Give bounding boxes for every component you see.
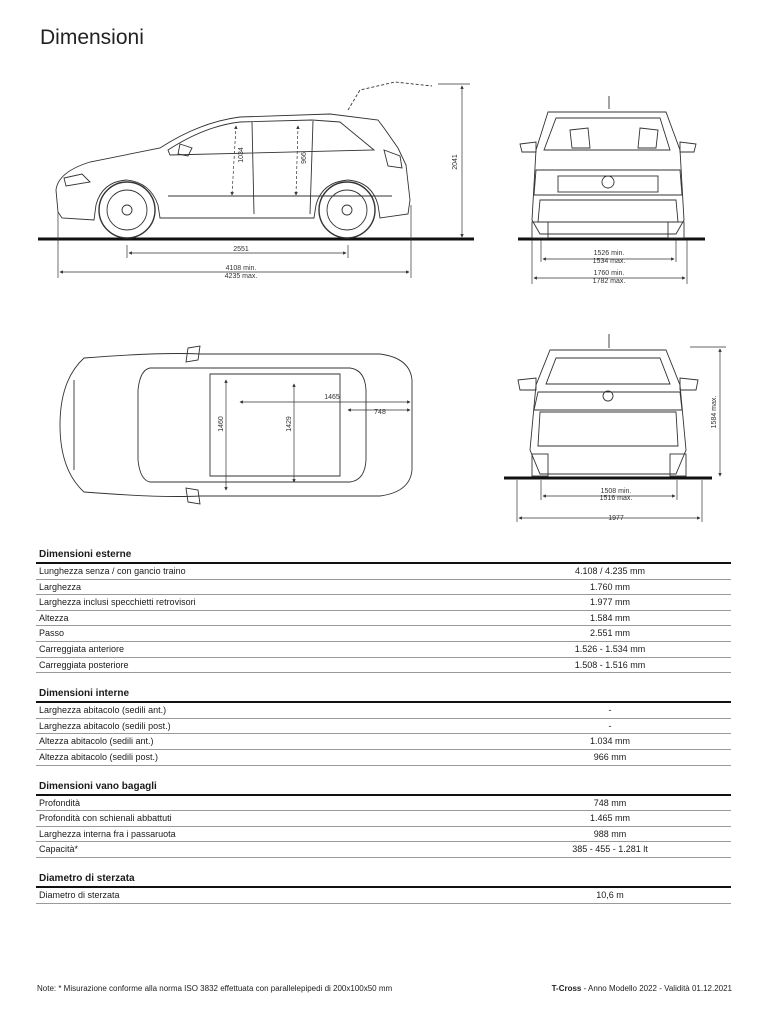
row-value: -: [608, 720, 612, 731]
dim-wheelbase: 2551: [233, 246, 249, 253]
row-value: 1.584 mm: [589, 612, 631, 623]
table-row: [36, 842, 731, 858]
dim-interior-width-front: 1460: [218, 416, 225, 432]
footer-model-name: T-Cross: [551, 984, 582, 993]
dim-front-track-max: 1534 max.: [592, 258, 626, 265]
front-view-drawing: [518, 96, 705, 239]
section-diametro-sterzata: [36, 870, 731, 904]
section-title: Diametro di sterzata: [36, 870, 731, 888]
row-value: 1.465 mm: [589, 813, 631, 824]
side-view-drawing: [38, 82, 474, 239]
row-label: Capacità*: [39, 844, 79, 855]
footer-note: Note: * Misurazione conforme alla norma ISO 3832 effettuata con parallelepipedi di 200x100x50 mm: [37, 984, 393, 993]
section-title: Dimensioni vano bagagli: [36, 778, 731, 796]
dim-height-rear: 1584 max.: [711, 395, 718, 429]
table-row: [36, 827, 731, 843]
row-label: Larghezza interna fra i passaruota: [39, 828, 176, 839]
row-label: Larghezza abitacolo (sedili ant.): [39, 705, 167, 716]
table-row: [36, 734, 731, 750]
row-label: Altezza abitacolo (sedili ant.): [39, 736, 154, 747]
dim-mirror-width: 1977: [608, 515, 624, 522]
dim-length-max: 4235 max.: [224, 273, 258, 280]
top-view-drawing: [60, 346, 412, 504]
dim-int-height-front: 1034: [238, 147, 245, 163]
row-value: 1.034 mm: [589, 736, 631, 747]
row-value: 1.508 - 1.516 mm: [574, 659, 646, 670]
table-row: [36, 642, 731, 658]
row-value: 966 mm: [593, 751, 627, 762]
dim-int-height-rear: 966: [301, 152, 308, 164]
dim-cargo-length: 1465: [324, 394, 340, 401]
row-label: Larghezza inclusi specchietti retrovisori: [39, 597, 196, 608]
row-label: Profondità: [39, 797, 81, 808]
footer-validity: - Anno Modello 2022 - Validità 01.12.2021: [581, 984, 732, 993]
dimension-tables: [36, 546, 731, 916]
rear-view-drawing: [504, 334, 712, 478]
row-value: 748 mm: [593, 797, 627, 808]
row-label: Diametro di sterzata: [39, 889, 120, 900]
dim-width-max: 1782 max.: [592, 278, 626, 285]
section-title: Dimensioni interne: [36, 685, 731, 703]
row-label: Lunghezza senza / con gancio traino: [39, 566, 186, 576]
row-value: 988 mm: [593, 828, 627, 839]
section-dimensioni-esterne: [36, 546, 731, 673]
row-value: 2.551 mm: [589, 628, 631, 639]
row-value: 385 - 455 - 1.281 lt: [572, 844, 648, 855]
dim-width-min: 1760 min.: [593, 270, 625, 277]
section-dimensioni-interne: [36, 685, 731, 765]
row-label: Larghezza: [39, 581, 82, 592]
table-row: [36, 719, 731, 735]
row-label: Altezza abitacolo (sedili post.): [39, 751, 159, 762]
dim-rear-track-min: 1508 min.: [600, 488, 632, 495]
dim-length-min: 4108 min.: [225, 265, 257, 272]
row-value: 10,6 m: [596, 889, 624, 900]
row-label: Passo: [39, 628, 65, 639]
row-value: -: [608, 705, 612, 716]
row-value: 1.526 - 1.534 mm: [574, 643, 646, 654]
section-vano-bagagli: [36, 778, 731, 858]
row-value: 4.108 / 4.235 mm: [574, 566, 646, 576]
row-label: Carreggiata anteriore: [39, 643, 125, 654]
section-title: Dimensioni esterne: [36, 546, 731, 564]
dim-interior-width-rear: 1429: [286, 416, 293, 432]
table-row: [36, 658, 731, 674]
row-value: 1.760 mm: [589, 581, 631, 592]
table-row: [36, 796, 731, 812]
table-row: [36, 750, 731, 766]
dim-cargo-depth: 748: [374, 409, 386, 416]
table-row: [36, 595, 731, 611]
table-row: [36, 626, 731, 642]
row-value: 1.977 mm: [589, 597, 631, 608]
table-row: [36, 703, 731, 719]
row-label: Profondità con schienali abbattuti: [39, 813, 172, 824]
row-label: Larghezza abitacolo (sedili post.): [39, 720, 171, 731]
table-row: [36, 580, 731, 596]
footer-model-info: [552, 984, 732, 993]
dim-rear-track-max: 1516 max.: [599, 495, 633, 502]
dim-height-side: 2041: [452, 154, 459, 170]
row-label: Altezza: [39, 612, 69, 623]
page-title: Dimensioni: [40, 26, 144, 49]
row-label: Carreggiata posteriore: [39, 659, 129, 670]
table-row: [36, 888, 731, 904]
table-row: [36, 811, 731, 827]
dim-front-track-min: 1526 min.: [593, 250, 625, 257]
table-row: [36, 564, 731, 580]
table-row: [36, 611, 731, 627]
